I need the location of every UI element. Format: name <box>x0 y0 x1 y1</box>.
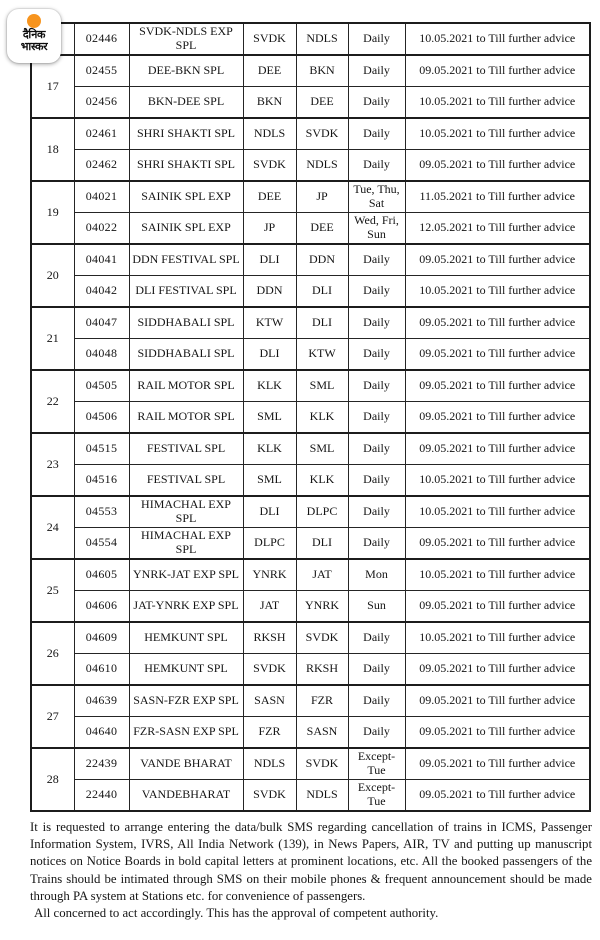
cell-running-days: Daily <box>348 654 405 686</box>
cell-train-no: 04516 <box>74 465 129 497</box>
cell-destination-station: NDLS <box>296 780 348 812</box>
cell-destination-station: YNRK <box>296 591 348 623</box>
cell-running-days: Daily <box>348 55 405 87</box>
cell-train-name: BKN-DEE SPL <box>129 87 243 119</box>
cell-train-no: 02455 <box>74 55 129 87</box>
logo-text-line1: दैनिक <box>22 28 46 41</box>
cell-train-name: DEE-BKN SPL <box>129 55 243 87</box>
cell-train-no: 02456 <box>74 87 129 119</box>
cell-serial-no: 17 <box>31 55 74 118</box>
cell-serial-no: 28 <box>31 748 74 811</box>
cell-train-name: VANDEBHARAT <box>129 780 243 812</box>
logo-dot-icon <box>27 14 41 28</box>
table-row <box>31 591 590 623</box>
cell-train-name: FZR-SASN EXP SPL <box>129 717 243 749</box>
cell-destination-station: SML <box>296 370 348 402</box>
table-row <box>31 339 590 371</box>
cell-train-no: 04515 <box>74 433 129 465</box>
cell-cancellation-period: 09.05.2021 to Till further advice <box>405 402 590 434</box>
cell-destination-station: FZR <box>296 685 348 717</box>
cell-origin-station: BKN <box>243 87 296 119</box>
train-table-body <box>31 23 590 811</box>
cell-serial-no: 25 <box>31 559 74 622</box>
logo-text-line2: भास्कर <box>20 39 48 53</box>
cell-destination-station: SVDK <box>296 622 348 654</box>
cell-serial-no: 18 <box>31 118 74 181</box>
cell-origin-station: DLI <box>243 244 296 276</box>
cell-destination-station: NDLS <box>296 150 348 182</box>
cell-origin-station: NDLS <box>243 118 296 150</box>
cell-train-no: 02462 <box>74 150 129 182</box>
table-row <box>31 150 590 182</box>
cell-running-days: Sun <box>348 591 405 623</box>
cell-train-name: JAT-YNRK EXP SPL <box>129 591 243 623</box>
cell-train-name: FESTIVAL SPL <box>129 465 243 497</box>
cell-running-days: Daily <box>348 465 405 497</box>
cell-train-no: 04506 <box>74 402 129 434</box>
table-row <box>31 118 590 150</box>
table-row <box>31 276 590 308</box>
cell-origin-station: SVDK <box>243 780 296 812</box>
cell-serial-no: 24 <box>31 496 74 559</box>
cell-cancellation-period: 10.05.2021 to Till further advice <box>405 622 590 654</box>
cell-running-days: Daily <box>348 528 405 560</box>
cell-train-no: 04639 <box>74 685 129 717</box>
cell-train-no: 04553 <box>74 496 129 528</box>
cell-destination-station: KLK <box>296 465 348 497</box>
cell-running-days: Daily <box>348 622 405 654</box>
cell-train-name: SAINIK SPL EXP <box>129 213 243 245</box>
cell-origin-station: SML <box>243 402 296 434</box>
cell-train-name: DDN FESTIVAL SPL <box>129 244 243 276</box>
cell-running-days: Wed, Fri, Sun <box>348 213 405 245</box>
table-row <box>31 23 590 55</box>
cell-origin-station: NDLS <box>243 748 296 780</box>
cell-cancellation-period: 09.05.2021 to Till further advice <box>405 685 590 717</box>
cell-serial-no: 20 <box>31 244 74 307</box>
cell-origin-station: DEE <box>243 181 296 213</box>
cell-destination-station: KLK <box>296 402 348 434</box>
cell-destination-station: DLPC <box>296 496 348 528</box>
cell-origin-station: SASN <box>243 685 296 717</box>
cell-train-name: VANDE BHARAT <box>129 748 243 780</box>
cell-serial-no: 26 <box>31 622 74 685</box>
cell-train-name: RAIL MOTOR SPL <box>129 370 243 402</box>
cell-running-days: Daily <box>348 244 405 276</box>
cell-cancellation-period: 09.05.2021 to Till further advice <box>405 307 590 339</box>
cell-origin-station: SVDK <box>243 654 296 686</box>
table-row <box>31 87 590 119</box>
cell-origin-station: SVDK <box>243 150 296 182</box>
cell-train-no: 04048 <box>74 339 129 371</box>
cell-origin-station: FZR <box>243 717 296 749</box>
table-row <box>31 213 590 245</box>
cell-train-no: 04041 <box>74 244 129 276</box>
cell-cancellation-period: 09.05.2021 to Till further advice <box>405 591 590 623</box>
cell-train-no: 22440 <box>74 780 129 812</box>
cell-train-name: HEMKUNT SPL <box>129 654 243 686</box>
table-row <box>31 685 590 717</box>
cell-origin-station: SVDK <box>243 23 296 55</box>
table-row <box>31 433 590 465</box>
cell-running-days: Daily <box>348 339 405 371</box>
cell-origin-station: DLPC <box>243 528 296 560</box>
table-row <box>31 717 590 749</box>
cell-cancellation-period: 09.05.2021 to Till further advice <box>405 339 590 371</box>
cell-train-no: 04609 <box>74 622 129 654</box>
cell-cancellation-period: 10.05.2021 to Till further advice <box>405 465 590 497</box>
cell-train-name: SIDDHABALI SPL <box>129 339 243 371</box>
cell-cancellation-period: 10.05.2021 to Till further advice <box>405 276 590 308</box>
cell-train-name: SASN-FZR EXP SPL <box>129 685 243 717</box>
cell-origin-station: SML <box>243 465 296 497</box>
cell-cancellation-period: 09.05.2021 to Till further advice <box>405 748 590 780</box>
cell-running-days: Tue, Thu, Sat <box>348 181 405 213</box>
cell-train-no: 04606 <box>74 591 129 623</box>
cell-running-days: Daily <box>348 118 405 150</box>
cell-destination-station: NDLS <box>296 23 348 55</box>
table-row <box>31 244 590 276</box>
cell-origin-station: KLK <box>243 433 296 465</box>
cell-serial-no: 23 <box>31 433 74 496</box>
cell-running-days: Daily <box>348 87 405 119</box>
table-row <box>31 307 590 339</box>
cell-destination-station: BKN <box>296 55 348 87</box>
cell-destination-station: DLI <box>296 276 348 308</box>
cell-running-days: Daily <box>348 150 405 182</box>
cell-serial-no: 19 <box>31 181 74 244</box>
cell-cancellation-period: 10.05.2021 to Till further advice <box>405 118 590 150</box>
cell-train-name: SIDDHABALI SPL <box>129 307 243 339</box>
cell-running-days: Daily <box>348 496 405 528</box>
cell-origin-station: DDN <box>243 276 296 308</box>
cell-cancellation-period: 09.05.2021 to Till further advice <box>405 780 590 812</box>
table-row <box>31 181 590 213</box>
cell-destination-station: JAT <box>296 559 348 591</box>
cell-running-days: Except-Tue <box>348 780 405 812</box>
cell-train-no: 04505 <box>74 370 129 402</box>
cell-destination-station: DDN <box>296 244 348 276</box>
cell-origin-station: JP <box>243 213 296 245</box>
cell-train-name: SAINIK SPL EXP <box>129 181 243 213</box>
cell-origin-station: DEE <box>243 55 296 87</box>
cell-destination-station: DLI <box>296 307 348 339</box>
table-row <box>31 465 590 497</box>
cell-origin-station: KTW <box>243 307 296 339</box>
cell-cancellation-period: 10.05.2021 to Till further advice <box>405 87 590 119</box>
cell-running-days: Except-Tue <box>348 748 405 780</box>
cell-destination-station: DEE <box>296 87 348 119</box>
cell-train-name: DLI FESTIVAL SPL <box>129 276 243 308</box>
cell-train-name: HIMACHAL EXP SPL <box>129 496 243 528</box>
cell-destination-station: KTW <box>296 339 348 371</box>
cell-cancellation-period: 09.05.2021 to Till further advice <box>405 55 590 87</box>
table-row <box>31 654 590 686</box>
table-row <box>31 780 590 812</box>
cell-cancellation-period: 09.05.2021 to Till further advice <box>405 528 590 560</box>
cell-running-days: Daily <box>348 23 405 55</box>
cell-train-name: HEMKUNT SPL <box>129 622 243 654</box>
cell-train-name: YNRK-JAT EXP SPL <box>129 559 243 591</box>
cell-destination-station: DLI <box>296 528 348 560</box>
cell-train-name: SVDK-NDLS EXP SPL <box>129 23 243 55</box>
cell-origin-station: RKSH <box>243 622 296 654</box>
cell-origin-station: KLK <box>243 370 296 402</box>
table-row <box>31 559 590 591</box>
cell-train-no: 04022 <box>74 213 129 245</box>
cell-running-days: Daily <box>348 433 405 465</box>
cell-cancellation-period: 10.05.2021 to Till further advice <box>405 496 590 528</box>
cell-running-days: Daily <box>348 276 405 308</box>
cell-origin-station: DLI <box>243 496 296 528</box>
cell-train-name: RAIL MOTOR SPL <box>129 402 243 434</box>
cell-origin-station: DLI <box>243 339 296 371</box>
cell-train-no: 04047 <box>74 307 129 339</box>
table-row <box>31 402 590 434</box>
train-cancellation-table <box>30 22 591 812</box>
cell-running-days: Daily <box>348 307 405 339</box>
cell-running-days: Daily <box>348 370 405 402</box>
cell-serial-no: 22 <box>31 370 74 433</box>
cell-train-no: 02446 <box>74 23 129 55</box>
cell-train-name: SHRI SHAKTI SPL <box>129 118 243 150</box>
cell-serial-no: 27 <box>31 685 74 748</box>
cell-destination-station: SVDK <box>296 748 348 780</box>
cell-destination-station: DEE <box>296 213 348 245</box>
cell-origin-station: JAT <box>243 591 296 623</box>
cell-cancellation-period: 09.05.2021 to Till further advice <box>405 433 590 465</box>
cell-running-days: Daily <box>348 402 405 434</box>
cell-destination-station: JP <box>296 181 348 213</box>
cell-train-no: 04042 <box>74 276 129 308</box>
cell-cancellation-period: 10.05.2021 to Till further advice <box>405 559 590 591</box>
dainik-bhaskar-logo <box>7 9 61 63</box>
logo-text <box>21 29 48 52</box>
table-row <box>31 528 590 560</box>
cell-cancellation-period: 09.05.2021 to Till further advice <box>405 654 590 686</box>
cell-cancellation-period: 09.05.2021 to Till further advice <box>405 244 590 276</box>
cell-running-days: Mon <box>348 559 405 591</box>
cell-train-no: 04021 <box>74 181 129 213</box>
cell-running-days: Daily <box>348 685 405 717</box>
cell-train-no: 22439 <box>74 748 129 780</box>
cell-train-no: 02461 <box>74 118 129 150</box>
cell-train-no: 04640 <box>74 717 129 749</box>
cell-cancellation-period: 10.05.2021 to Till further advice <box>405 23 590 55</box>
cell-destination-station: SML <box>296 433 348 465</box>
cell-train-no: 04605 <box>74 559 129 591</box>
cell-running-days: Daily <box>348 717 405 749</box>
cell-train-no: 04554 <box>74 528 129 560</box>
cell-train-no: 04610 <box>74 654 129 686</box>
cell-cancellation-period: 11.05.2021 to Till further advice <box>405 181 590 213</box>
table-row <box>31 748 590 780</box>
cell-cancellation-period: 09.05.2021 to Till further advice <box>405 150 590 182</box>
table-row <box>31 622 590 654</box>
cell-destination-station: SASN <box>296 717 348 749</box>
cell-origin-station: YNRK <box>243 559 296 591</box>
table-row <box>31 496 590 528</box>
cell-train-name: SHRI SHAKTI SPL <box>129 150 243 182</box>
cell-destination-station: SVDK <box>296 118 348 150</box>
cell-train-name: HIMACHAL EXP SPL <box>129 528 243 560</box>
cell-cancellation-period: 09.05.2021 to Till further advice <box>405 717 590 749</box>
cell-cancellation-period: 12.05.2021 to Till further advice <box>405 213 590 245</box>
footer-note <box>30 819 592 922</box>
cell-cancellation-period: 09.05.2021 to Till further advice <box>405 370 590 402</box>
cell-destination-station: RKSH <box>296 654 348 686</box>
footer-approval-line: All concerned to act accordingly. This has the approval of competent authority. <box>34 906 439 921</box>
footer-paragraph: It is requested to arrange entering the data/bulk SMS regarding cancellation of trains in ICMS, Passenger Information System, IVRS, All India Network (139), in News Papers, AIR, TV and putting up manuscript notices on Notice Boards in bold capital letters at prominent locations, etc. All the booked passengers of the Trains should be intimated through SMS on their mobile phones & frequent announcement should be made through PA system at Stations etc. for convenience of passengers. <box>30 820 592 903</box>
table-row <box>31 55 590 87</box>
cell-train-name: FESTIVAL SPL <box>129 433 243 465</box>
table-row <box>31 370 590 402</box>
cell-serial-no: 21 <box>31 307 74 370</box>
